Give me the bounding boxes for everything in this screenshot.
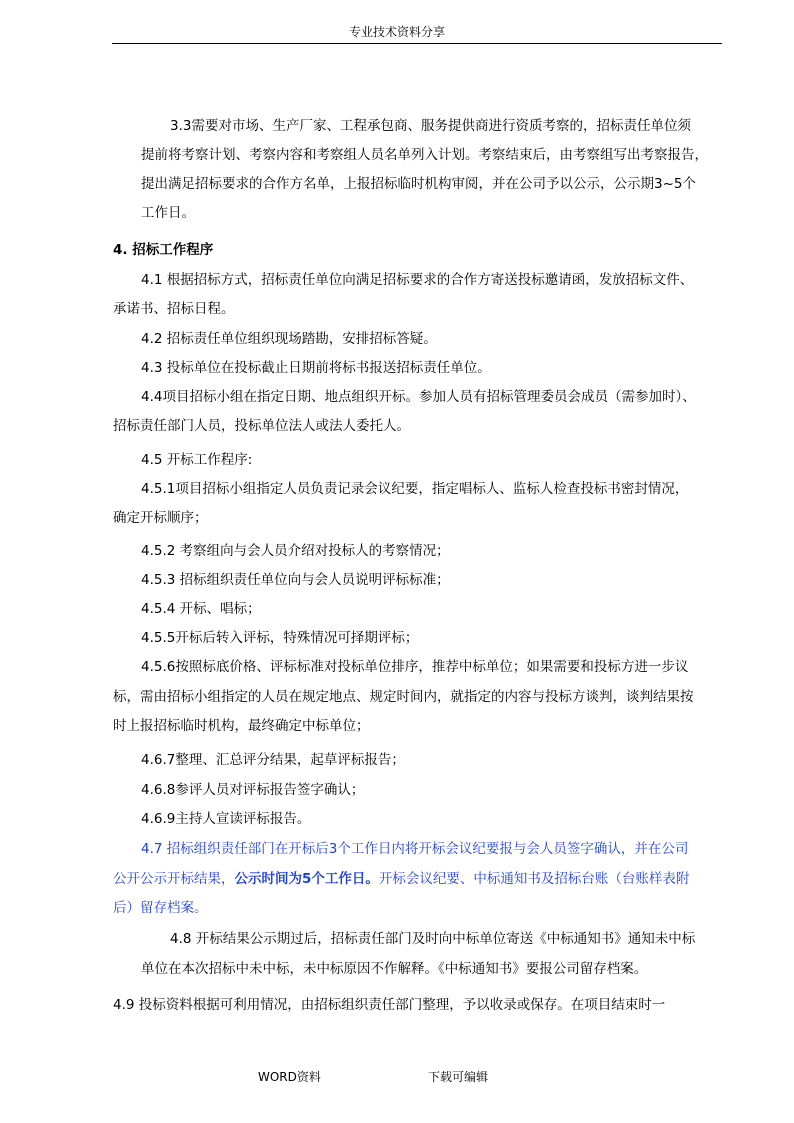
paragraph-3-3-line-2: 提前将考察计划、考察内容和考察组人员名单列入计划。考察结束后，由考察组写出考察报告， — [141, 147, 708, 163]
paragraph-4-3: 4.3 投标单位在投标截止日期前将标书报送招标责任单位。 — [141, 360, 491, 376]
paragraph-4-5-5: 4.5.5开标后转入评标，特殊情况可择期评标； — [141, 630, 419, 646]
paragraph-3-3-line-3: 提出满足招标要求的合作方名单，上报招标临时机构审阅，并在公司予以公示，公示期3~5个 — [141, 176, 696, 192]
paragraph-4-5: 4.5 开标工作程序: — [141, 452, 253, 468]
paragraph-4-7-line-2-part-a: 公开公示开标结果， — [113, 871, 235, 887]
footer-right-label: 下载可编辑 — [428, 1070, 489, 1084]
paragraph-4-5-6-line-1: 4.5.6按照标底价格、评标标准对投标单位排序，推荐中标单位；如果需要和投标方进一步议 — [141, 659, 689, 675]
paragraph-4-7-line-1: 4.7 招标组织责任部门在开标后3个工作日内将开标会议纪要报与会人员签字确认，并在公司 — [141, 841, 689, 857]
paragraph-4-5-1-line-2: 确定开标顺序； — [113, 510, 208, 526]
paragraph-4-4-line-2: 招标责任部门人员，投标单位法人或法人委托人。 — [113, 418, 410, 434]
paragraph-4-6-8: 4.6.8参评人员对评标报告签字确认； — [141, 782, 365, 798]
paragraph-3-3-line-1: 3.3需要对市场、生产厂家、工程承包商、服务提供商进行资质考察的，招标责任单位须 — [170, 118, 691, 134]
paragraph-4-6-7: 4.6.7整理、汇总评分结果，起草评标报告； — [141, 752, 405, 768]
section-4-heading: 4. 招标工作程序 — [113, 242, 214, 258]
paragraph-4-5-2: 4.5.2 考察组向与会人员介绍对投标人的考察情况； — [141, 543, 450, 559]
paragraph-4-5-6-line-3: 时上报招标临时机构，最终确定中标单位； — [113, 718, 370, 734]
page-header: 专业技术资料分享 — [348, 25, 445, 39]
paragraph-4-7-line-2 — [113, 869, 689, 889]
paragraph-4-4-line-1: 4.4项目招标小组在指定日期、地点组织开标。参加人员有招标管理委员会成员（需参加时）、 — [141, 389, 696, 405]
paragraph-4-8-line-2: 单位在本次招标中未中标，未中标原因不作解释。《中标通知书》要报公司留存档案。 — [141, 961, 648, 977]
paragraph-4-6-9: 4.6.9主持人宣读评标报告。 — [141, 811, 311, 827]
paragraph-4-5-1-line-1: 4.5.1项目招标小组指定人员负责记录会议纪要，指定唱标人、监标人检查投标书密封情况， — [141, 481, 689, 497]
paragraph-4-7-line-3: 后）留存档案。 — [113, 900, 208, 916]
paragraph-4-1-line-1: 4.1 根据招标方式，招标责任单位向满足招标要求的合作方寄送投标邀请函，发放招标文件、 — [141, 272, 694, 288]
paragraph-4-5-6-line-2: 标，需由招标小组指定的人员在规定地点、规定时间内，就指定的内容与投标方谈判，谈判结果按 — [113, 689, 694, 705]
paragraph-4-7-emphasis: 公示时间为5个工作日。 — [234, 871, 379, 887]
paragraph-4-9-line-1: 4.9 投标资料根据可利用情况，由招标组织责任部门整理，予以收录或保存。在项目结束时一 — [113, 997, 666, 1013]
paragraph-4-7-line-2-part-c: 开标会议纪要、中标通知书及招标台账（台账样表附 — [378, 871, 690, 887]
paragraph-4-5-3: 4.5.3 招标组织责任单位向与会人员说明评标标准； — [141, 572, 450, 588]
paragraph-4-2: 4.2 招标责任单位组织现场踏勘，安排招标答疑。 — [141, 331, 437, 347]
paragraph-4-8-line-1: 4.8 开标结果公示期过后，招标责任部门及时向中标单位寄送《中标通知书》通知未中标 — [170, 931, 696, 947]
paragraph-4-1-line-2: 承诺书、招标日程。 — [113, 301, 235, 317]
footer-left-label: WORD资料 — [258, 1070, 321, 1084]
paragraph-4-5-4: 4.5.4 开标、唱标； — [141, 601, 261, 617]
header-divider — [112, 43, 722, 44]
paragraph-3-3-line-4: 工作日。 — [141, 205, 195, 221]
